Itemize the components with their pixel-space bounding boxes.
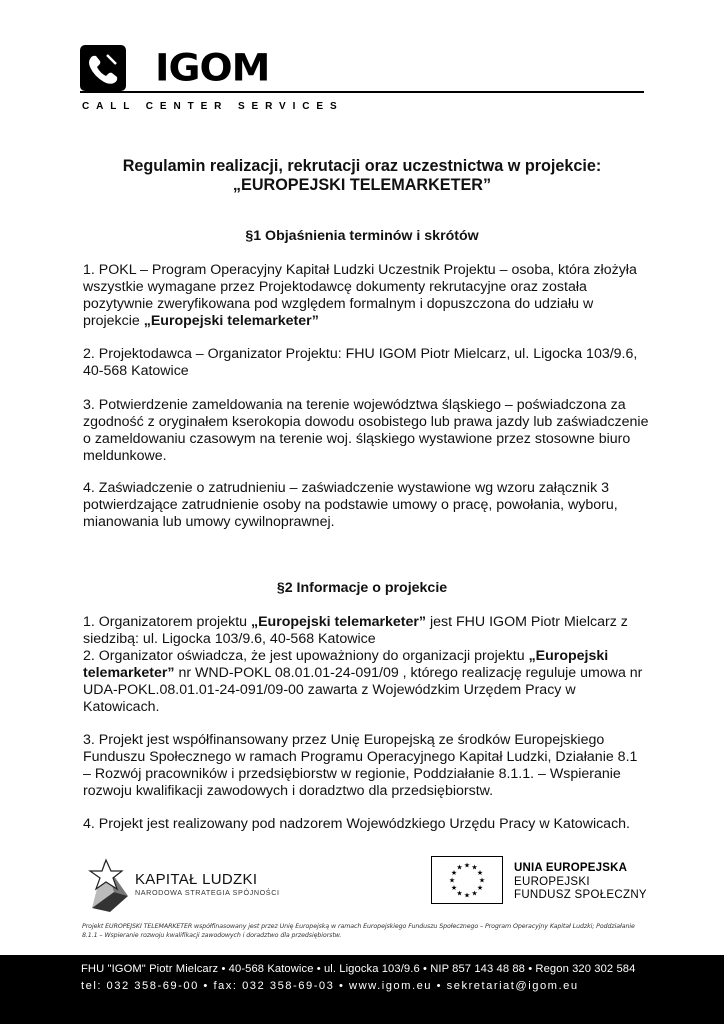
eu-star-icon: ★ [463,862,471,870]
igom-logo-text: IGOM [155,47,270,90]
section-2-paragraph-4: 4. Projekt jest realizowany pod nadzorem Wojewódzkiego Urzędu Pracy w Katowicach. [83,816,631,832]
eu-star-icon: ★ [456,864,463,872]
section-1-paragraph-3: 3. Potwierdzenie zameldowania na terenie województwa śląskiego – poświadczona za zgodność z oryginałem kserokopia dowodu osobistego lub prawa jazdy lub zaświadczenie o zameldowaniu czasowym na terenie woj. śląskiego wystawione przez stosowne biuro meldunkowe. [83,397,649,464]
eu-star-icon: ★ [448,877,456,885]
eu-star-icon: ★ [463,892,471,900]
section-2-p1-a: 1. Organizatorem projektu [83,614,251,630]
section-2-p2-b: nr WND-POKL 08.01.01-24-091/09 , którego realizację reguluje umowa nr UDA-POKL.08.01.01-24-091/09-00 zawarta z Wojewódzkim Urzędem Pracy w Katowicach. [83,665,643,715]
footer-company-info: FHU "IGOM" Piotr Mielcarz • 40-568 Katowice • ul. Ligocka 103/9.6 • NIP 857 143 48 88 • Regon 320 302 584 [81,963,636,975]
project-name-bold: „Europejski telemarketer” [83,648,609,681]
igom-logo-mark [80,45,126,91]
eu-logo-subtitle-2: FUNDUSZ SPOŁECZNY [514,889,647,901]
kapital-ludzki-title: KAPITAŁ LUDZKI [135,871,258,888]
header-divider [80,91,644,93]
eu-flag-icon [431,856,503,904]
eu-star-icon: ★ [456,890,463,898]
eu-star-icon: ★ [478,877,486,885]
section-1-paragraph-4: 4. Zaświadczenie o zatrudnieniu – zaświadczenie wystawione wg wzoru załącznik 3 potwierdzające zatrudnienie osoby na podstawie umowy o pracę, powołania, wyboru, mianowania lub umowy cywilnoprawnej. [83,480,618,530]
section-2-paragraph-3: 3. Projekt jest współfinansowany przez Unię Europejską ze środków Europejskiego Funduszu Społecznego w ramach Programu Operacyjnego Kapitał Ludzki, Działanie 8.1 – Rozwój pracowników i przedsiębiorstw w regionie, Poddziałanie 8.1.1. – Wspieranie rozwoju kwalifikacji zawodowych i doradztwo dla przedsiębiorstw. [83,732,638,799]
kapital-ludzki-subtitle: NARODOWA STRATEGIA SPÓJNOŚCI [135,888,280,897]
title-line-2: „EUROPEJSKI TELEMARKETER” [232,176,492,194]
eu-stars-circle [432,857,502,903]
section-2-p1-b: jest FHU IGOM Piotr Mielcarz z siedzibą: ul. Ligocka 103/9.6, 40-568 Katowice [83,614,628,647]
eu-star-icon: ★ [450,870,458,877]
eu-logo-title: UNIA EUROPEJSKA [514,862,628,874]
project-name-bold: „Europejski telemarketer” [143,313,319,329]
eu-star-icon: ★ [471,864,478,872]
section-1-heading: §1 Objaśnienia terminów i skrótów [245,228,479,244]
title-line-1: Regulamin realizacji, rekrutacji oraz uczestnictwa w projekcie: [122,157,602,175]
section-2-heading: §2 Informacje o projekcie [276,580,448,596]
eu-star-icon: ★ [476,885,484,892]
eu-logo-subtitle-1: EUROPEJSKI [514,876,590,888]
eu-star-icon: ★ [471,890,478,898]
section-2-p2-a: 2. Organizator oświadcza, że jest upoważniony do organizacji projektu [83,648,529,664]
section-1-paragraph-2: 2. Projektodawca – Organizator Projektu: FHU IGOM Piotr Mielcarz, ul. Ligocka 103/9.6, 40-568 Katowice [83,346,638,379]
section-2-paragraph-1 [83,614,649,648]
header-tagline: CALL CENTER SERVICES [82,101,344,112]
section-1-p1-text: 1. POKL – Program Operacyjny Kapitał Ludzki Uczestnik Projektu – osoba, która złożyła wszystkie wymagane przez Projektodawcę dokumenty rekrutacyjne oraz została pozytywnie zweryfikowana pod względem formalnym i dopuszczona do udziału w projekcie [83,262,637,329]
kapital-ludzki-emblem-icon [84,856,134,914]
section-2-paragraph-2 [83,648,649,716]
footer-contact-info: tel: 032 358-69-00 • fax: 032 358-69-03 • www.igom.eu • sekretariat@igom.eu [81,980,579,992]
funding-footnote: Projekt EUROPEJSKI TELEMARKETER współfinasowany jest przez Unię Europejską w ramach Europejskiego Funduszu Społecznego – Program Operacyjny Kapitał Ludzki; Poddziałanie 8.1.1 – Wspieranie rozwoju kwalifikacji zawodowych i doradztwo dla przedsiębiorstw. [82,923,635,939]
project-name-bold: „Europejski telemarketer” [250,614,427,630]
document-title [40,157,684,195]
phone-handset-icon [80,45,126,91]
section-1-paragraph-1 [83,262,649,330]
eu-star-icon: ★ [450,885,458,892]
eu-star-icon: ★ [476,870,484,877]
